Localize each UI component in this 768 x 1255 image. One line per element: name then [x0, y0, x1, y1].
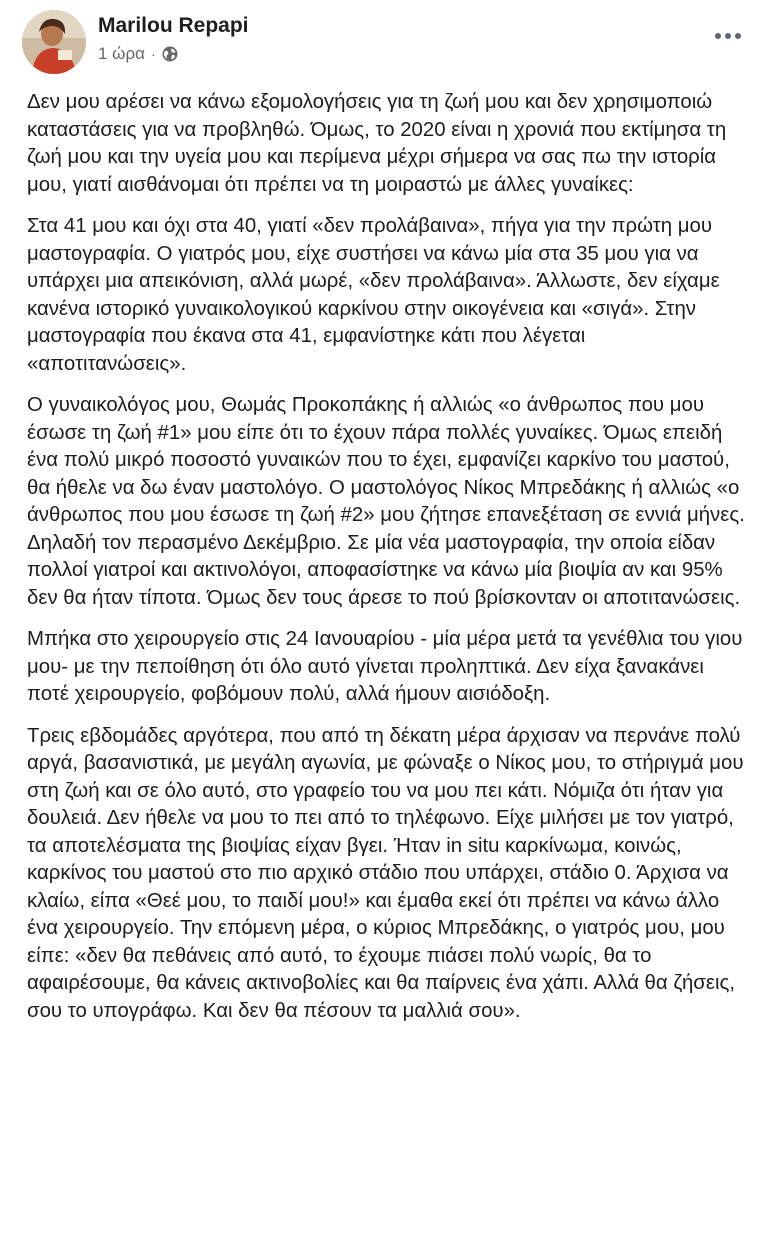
- author-name[interactable]: Marilou Repapi: [98, 14, 249, 37]
- more-options-icon[interactable]: [710, 24, 746, 48]
- more-dot: [735, 33, 741, 39]
- meta-separator: ·: [150, 46, 156, 62]
- post-header: [22, 10, 746, 74]
- post-paragraph: Δεν μου αρέσει να κάνω εξομολογήσεις για τη ζωή μου και δεν χρησιμοποιώ καταστάσεις για να προβληθώ. Όμως, το 2020 είναι η χρονιά που εκτίμησα τη ζωή μου και την υγεία μου και περίμενα μέχρι σήμερα να σας πω την ιστορία μου, γιατί αισθάνομαι ότι πρέπει να τη μοιραστώ με άλλες γυναίκες:: [27, 91, 727, 196]
- more-dot: [725, 33, 731, 39]
- avatar[interactable]: [22, 10, 86, 74]
- post-timestamp[interactable]: 1 ώρα: [98, 44, 145, 63]
- post-paragraph: Στα 41 μου και όχι στα 40, γιατί «δεν προλάβαινα», πήγα για την πρώτη μου μαστογραφία. Ο γιατρός μου, είχε συστήσει να κάνω μία στα 35 μου για να υπάρχει μια απεικόνιση, αλλά μωρέ, «δεν προλάβαινα». Άλλωστε, δεν είχαμε κανένα ιστορικό γυναικολογικού καρκίνου στην οικογένεια και «σιγά». Στην μαστογραφία που έκανα στα 41, εμφανίστηκε κάτι που λέγεται «αποτιτανώσεις».: [27, 215, 720, 375]
- post-paragraph: Τρεις εβδομάδες αργότερα, που από τη δέκατη μέρα άρχισαν να περνάνε πολύ αργά, βασανιστικά, με μεγάλη αγωνία, με φώναξε ο Νίκος μου, το στήριγμά μου στη ζωή και σε όλο αυτό, στο γραφείο του να μου πει κάτι. Νόμιζα ότι ήταν για δουλειά. Δεν ήθελε να μου το πει από το τηλέφωνο. Είχε μιλήσει με τον γιατρό, τα αποτελέσματα της βιοψίας είχαν βγει. Ήταν in situ καρκίνωμα, κοινώς, καρκίνος του μαστού στο πιο αρχικό στάδιο που υπάρχει, στάδιο 0. Άρχισα να κλαίω, είπα «Θεέ μου, το παιδί μου!» και έμαθα εκεί ότι πρέπει να κάνω άλλο ένα χειρουργείο. Την επόμενη μέρα, ο κύριος Μπρεδάκης, ο γιατρός μου, μου είπε: «δεν θα πεθάνεις από αυτό, το έχουμε πιάσει πολύ νωρίς, θα το αφαιρέσουμε, θα κάνεις ακτινοβολίες και θα παίρνεις ένα χάπι. Αλλά θα ζήσεις, σου το υπογράφω. Και δεν θα πέσουν τα μαλλιά σου».: [27, 724, 744, 1022]
- post-paragraph: Μπήκα στο χειρουργείο στις 24 Ιανουαρίου - μία μέρα μετά τα γενέθλια του γιου μου- με την πεποίθηση ότι όλο αυτό γίνεται προληπτικά. Δεν είχα ξανακάνει ποτέ χειρουργείο, φοβόμουν πολύ, αλλά ήμουν αισιόδοξη.: [27, 628, 743, 705]
- more-dot: [715, 33, 721, 39]
- avatar-photo: [22, 10, 86, 74]
- globe-icon[interactable]: [162, 46, 178, 62]
- post-meta: [98, 44, 178, 64]
- post-paragraph: Ο γυναικολόγος μου, Θωμάς Προκοπάκης ή αλλιώς «ο άνθρωπος που μου έσωσε τη ζωή #1» μου είπε ότι το έχουν πάρα πολλές γυναίκες. Όμως επειδή ένα πολύ μικρό ποσοστό γυναικών που το έχει, εμφανίζει καρκίνο του μαστού, θα ήθελε να δω έναν μαστολόγο. Ο μαστολόγος Νίκος Μπρεδάκης ή αλλιώς «ο άνθρωπος που μου έσωσε τη ζωή #2» μου ζήτησε επανεξέταση σε εννιά μήνες. Δηλαδή τον περασμένο Δεκέμβριο. Σε μία νέα μαστογραφία, την οποία είδαν πολλοί γιατροί και ακτινολόγοι, αποφασίστηκε να κάνω μία βιοψία αν και 95% δεν θα ήταν τίποτα. Όμως δεν τους άρεσε το πού βρίσκονταν οι αποτιτανώσεις.: [27, 394, 745, 609]
- post-text: [27, 89, 750, 1039]
